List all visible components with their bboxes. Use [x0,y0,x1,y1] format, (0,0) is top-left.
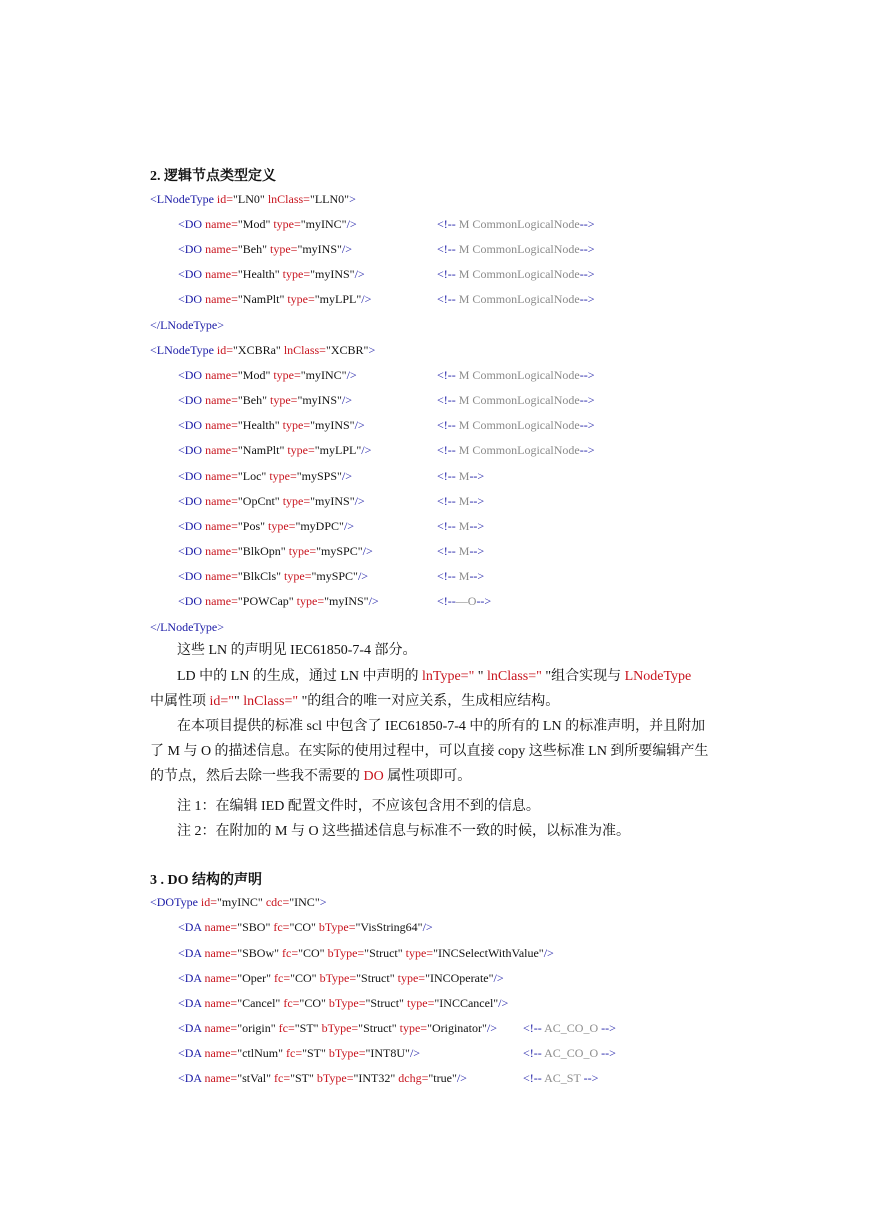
tag-end: > [319,895,327,909]
comment-close: --> [579,368,595,382]
do-row [178,494,365,508]
comment [437,418,595,432]
comment-close: --> [579,217,595,231]
self-close: /> [354,267,365,281]
do-tag: <DO [178,443,203,457]
attr-type: type= [273,217,301,231]
comment-close: --> [469,544,485,558]
tag: <LNodeType [150,192,214,206]
attr-name: name= [205,594,238,608]
attr-name: name= [205,368,238,382]
self-close: /> [361,443,372,457]
value-type: "Originator" [427,1021,487,1035]
attr-name: name= [204,1046,238,1060]
attr-lnclass: lnClass=" [243,694,299,709]
self-close: /> [498,996,509,1010]
comment-close: --> [579,443,595,457]
self-close: /> [362,544,373,558]
comment-open: <!-- [437,494,456,508]
attr-btype: bType= [321,1021,359,1035]
lnodetype-open-ln0 [150,192,356,206]
value-name: "Cancel" [237,996,281,1010]
self-close: /> [409,1046,421,1060]
attr-name: name= [205,292,238,306]
value-name: "OpCnt" [237,494,280,508]
comment-text: M [458,494,470,508]
text: "的组合的唯一对应关系，生成相应结构。 [298,694,560,709]
value-name: "SBO" [237,920,271,934]
comment-text: M CommonLogicalNode [458,418,580,432]
attr-fc: fc= [283,996,300,1010]
do-row [178,242,352,256]
text: " [234,694,244,709]
comment [437,469,484,483]
da-row [178,946,554,960]
do-row [178,569,368,583]
comment-close: --> [469,469,485,483]
self-close: /> [486,1021,497,1035]
attr-type: type= [273,368,301,382]
comment-open: <!-- [437,393,456,407]
do-row [178,418,365,432]
value-name: "Health" [237,267,280,281]
attr-type: type= [268,519,296,533]
comment [523,1046,616,1060]
attr-name: name= [205,267,238,281]
do-tag: <DO [178,393,203,407]
value-fc: "CO" [289,920,316,934]
lnodetype-open-xcbra [150,343,375,357]
value-type: "INCSelectWithValue" [433,946,544,960]
comment-text: M CommonLogicalNode [458,393,580,407]
value-fc: "ST" [302,1046,326,1060]
attr-fc: fc= [274,1071,291,1085]
attr-type: type= [399,1021,428,1035]
value-type: "myDPC" [295,519,344,533]
comment-close: --> [583,1071,599,1085]
attr-id: id= [216,192,234,206]
da-row [178,1021,497,1035]
note-1: 注 1：在编辑 IED 配置文件时，不应该包含用不到的信息。 [177,799,540,814]
self-close: /> [343,519,355,533]
text: 的节点，然后去除一些我不需要的 [150,769,364,784]
value-lnclass: "LLN0" [309,192,350,206]
self-close: /> [354,494,365,508]
attr-type: type= [397,971,426,985]
self-close: /> [493,971,504,985]
comment-open: <!-- [437,292,456,306]
value-id: "XCBRa" [233,343,281,357]
do-tag: <DO [178,469,203,483]
comment-open: <!-- [437,418,456,432]
comment-open: <!-- [523,1021,542,1035]
da-tag: <DA [178,920,202,934]
da-tag: <DA [178,1021,202,1035]
do-row [178,368,357,382]
attr-id: id=" [209,694,234,709]
do-tag: <DO [178,519,203,533]
value-type: "INCOperate" [425,971,494,985]
comment-close: --> [469,494,485,508]
value-id: "myINC" [217,895,263,909]
value-cdc: "INC" [289,895,320,909]
attr-btype: bType= [318,920,356,934]
comment [523,1021,616,1035]
comment [437,242,595,256]
attr-name: name= [205,418,238,432]
attr-type: type= [282,267,311,281]
attr-name: name= [205,242,238,256]
da-row [178,920,433,934]
value-type: "myINS" [297,242,342,256]
attr-fc: fc= [286,1046,303,1060]
attr-lnclass: lnClass= [267,192,310,206]
attr-type: type= [284,569,312,583]
value-fc: "ST" [290,1071,314,1085]
comment-close: --> [579,292,595,306]
text: 属性项即可。 [383,769,472,784]
value-type: "myINC" [300,368,347,382]
tag: <LNodeType [150,343,214,357]
comment-text: M [458,569,470,583]
do-tag: <DO [178,368,203,382]
value-type: "myINS" [310,418,355,432]
value-name: "origin" [237,1021,276,1035]
comment [437,217,595,231]
self-close: /> [341,242,353,256]
value-fc: "CO" [290,971,317,985]
attr-btype: bType= [316,1071,354,1085]
attr-dchg: dchg= [398,1071,429,1085]
comment-close: --> [579,418,595,432]
value-type: "myLPL" [314,443,362,457]
comment-text: M CommonLogicalNode [458,292,580,306]
comment-text: M CommonLogicalNode [458,368,580,382]
value-name: "NamPlt" [237,443,285,457]
attr-type: type= [270,393,298,407]
comment [437,519,484,533]
attr-name: name= [204,1071,238,1085]
comment-text: AC_ST [544,1071,581,1085]
attr-fc: fc= [273,920,290,934]
value-name: "SBOw" [237,946,280,960]
attr-fc: fc= [278,1021,295,1035]
attr-type: type= [282,494,311,508]
do-word: DO [363,769,384,784]
value-btype: "Struct" [358,1021,397,1035]
attr-type: type= [288,544,317,558]
comment [437,569,484,583]
attr-name: name= [205,393,238,407]
value-name: "BlkCls" [237,569,282,583]
attr-name: name= [205,443,238,457]
comment-text: M CommonLogicalNode [458,217,580,231]
comment-close: --> [579,393,595,407]
do-row [178,594,379,608]
comment [437,393,595,407]
da-tag: <DA [178,996,202,1010]
self-close: /> [456,1071,467,1085]
do-tag: <DO [178,544,203,558]
do-row [178,267,365,281]
do-tag: <DO [178,242,203,256]
self-close: /> [357,569,369,583]
value-type: "myINC" [300,217,347,231]
attr-name: name= [205,494,238,508]
comment-open: <!-- [437,469,456,483]
lnodetype-word: LNodeType [624,669,692,684]
comment-text: M CommonLogicalNode [458,242,580,256]
self-close: /> [341,393,353,407]
comment-text: M [458,469,470,483]
value-name: "Mod" [237,217,271,231]
value-name: "stVal" [237,1071,271,1085]
value-name: "Oper" [237,971,271,985]
attr-name: name= [204,1021,238,1035]
text: LD 中的 LN 的生成，通过 LN 中声明的 [177,669,422,684]
value-type: "mySPC" [311,569,358,583]
attr-id: id= [216,343,234,357]
comment-open: <!-- [437,594,456,608]
attr-type: type= [269,469,297,483]
comment-text: M CommonLogicalNode [458,267,580,281]
comment-close: --> [579,267,595,281]
do-row [178,217,357,231]
note-2: 注 2：在附加的 M 与 O 这些描述信息与标准不一致的时候，以标准为准。 [177,824,631,839]
comment-open: <!-- [437,544,456,558]
da-tag: <DA [178,971,202,985]
value-type: "INCCancel" [434,996,499,1010]
value-fc: "CO" [299,996,326,1010]
comment-text: AC_CO_O [544,1046,599,1060]
attr-type: type= [296,594,325,608]
attr-name: name= [205,217,238,231]
comment [437,494,484,508]
attr-lnclass: lnClass= [283,343,326,357]
comment [437,368,595,382]
attr-btype: bType= [327,946,365,960]
da-tag: <DA [178,1071,202,1085]
text: " [474,669,488,684]
da-tag: <DA [178,1046,202,1060]
value-name: "POWCap" [237,594,294,608]
comment-text: M CommonLogicalNode [458,443,580,457]
da-row [178,971,504,985]
value-btype: "Struct" [364,946,403,960]
do-tag: <DO [178,594,203,608]
attr-name: name= [205,544,238,558]
do-tag: <DO [178,217,203,231]
section-2-title: 2. 逻辑节点类型定义 [150,169,276,184]
comment-text: —O [455,594,477,608]
section-3-title: 3 . DO 结构的声明 [150,873,262,888]
attr-name: name= [204,946,238,960]
value-btype: "Struct" [365,996,404,1010]
text: 中属性项 [150,694,210,709]
lnodetype-close-xcbra: </LNodeType> [150,620,225,634]
comment-text: M [458,544,470,558]
self-close: /> [368,594,379,608]
value-id: "LN0" [233,192,265,206]
value-name: "Pos" [237,519,266,533]
comment-open: <!-- [437,217,456,231]
value-fc: "ST" [294,1021,319,1035]
do-tag: <DO [178,292,203,306]
comment-close: --> [476,594,492,608]
do-tag: <DO [178,494,203,508]
tag-end: > [368,343,376,357]
comment-text: AC_CO_O [544,1021,599,1035]
value-name: "Beh" [237,393,268,407]
comment-close: --> [601,1046,616,1060]
attr-fc: fc= [282,946,299,960]
comment [437,594,491,608]
para-2-line-1 [150,664,725,689]
attr-name: name= [204,920,238,934]
da-row [178,996,508,1010]
self-close: /> [341,469,353,483]
para-1: 这些 LN 的声明见 IEC61850-7-4 部分。 [177,643,417,658]
paragraph [150,638,725,663]
value-name: "Health" [237,418,280,432]
da-row [178,1071,467,1085]
self-close: /> [354,418,365,432]
attr-id: id= [200,895,218,909]
value-dchg: "true" [428,1071,457,1085]
value-lnclass: "XCBR" [325,343,369,357]
comment-text: M [458,519,470,533]
do-row [178,443,371,457]
value-type: "mySPC" [316,544,363,558]
value-btype: "INT8U" [365,1046,410,1060]
self-close: /> [422,920,433,934]
comment-open: <!-- [437,519,456,533]
self-close: /> [346,368,357,382]
value-btype: "Struct" [356,971,395,985]
attr-type: type= [282,418,311,432]
comment-close: --> [601,1021,616,1035]
comment-open: <!-- [437,368,456,382]
comment [437,544,484,558]
do-row [178,393,352,407]
comment-open: <!-- [523,1071,542,1085]
do-row [178,519,354,533]
value-name: "Loc" [237,469,267,483]
comment [523,1071,598,1085]
attr-name: name= [205,519,238,533]
value-btype: "INT32" [353,1071,396,1085]
comment-close: --> [469,569,485,583]
attr-name: name= [204,996,238,1010]
attr-type: type= [405,946,434,960]
attr-name: name= [204,971,238,985]
self-close: /> [361,292,372,306]
dotype-open [150,895,327,909]
value-btype: "VisString64" [355,920,423,934]
paragraph [150,714,725,789]
da-row [178,1046,420,1060]
comment-open: <!-- [437,443,456,457]
attr-type: type= [270,242,298,256]
para-3-line-1: 在本项目提供的标准 scl 中包含了 IEC61850-7-4 中的所有的 LN 的标准声明，并且附加 [177,719,706,734]
comment [437,292,595,306]
attr-name: name= [205,569,238,583]
value-name: "Beh" [237,242,268,256]
lnodetype-close-ln0: </LNodeType> [150,318,225,332]
self-close: /> [346,217,357,231]
do-tag: <DO [178,418,203,432]
value-type: "myINS" [324,594,369,608]
para-2-line-2 [150,689,725,714]
value-type: "mySPS" [296,469,342,483]
do-row [178,469,352,483]
attr-type: type= [406,996,435,1010]
value-type: "myINS" [310,494,355,508]
attr-type: type= [287,443,315,457]
comment-open: <!-- [437,242,456,256]
do-tag: <DO [178,267,203,281]
comment-close: --> [469,519,485,533]
value-name: "Mod" [237,368,271,382]
text: "组合实现与 [541,669,625,684]
para-3-line-2: 了 M 与 O 的描述信息。在实际的使用过程中，可以直接 copy 这些标准 LN 到所要编辑产生 [150,744,709,759]
tag: <DOType [150,895,198,909]
value-name: "NamPlt" [237,292,285,306]
comment-open: <!-- [523,1046,542,1060]
comment-close: --> [579,242,595,256]
attr-lnclass: lnClass=" [487,669,542,684]
para-3-line-3 [150,764,725,789]
attr-cdc: cdc= [265,895,290,909]
value-fc: "CO" [298,946,325,960]
value-name: "BlkOpn" [237,544,286,558]
attr-name: name= [205,469,238,483]
tag-end: > [349,192,356,206]
attr-fc: fc= [274,971,291,985]
self-close: /> [543,946,554,960]
attr-lntype: lnType=" [422,669,475,684]
attr-btype: bType= [328,996,366,1010]
value-name: "ctlNum" [237,1046,283,1060]
comment [437,267,595,281]
paragraph [150,664,725,714]
attr-btype: bType= [328,1046,366,1060]
value-type: "myLPL" [314,292,362,306]
do-tag: <DO [178,569,203,583]
do-row [178,544,373,558]
da-tag: <DA [178,946,202,960]
comment-open: <!-- [437,569,456,583]
attr-btype: bType= [319,971,357,985]
comment [437,443,595,457]
value-type: "myINS" [310,267,355,281]
do-row [178,292,371,306]
comment-open: <!-- [437,267,456,281]
attr-type: type= [287,292,315,306]
value-type: "myINS" [297,393,342,407]
